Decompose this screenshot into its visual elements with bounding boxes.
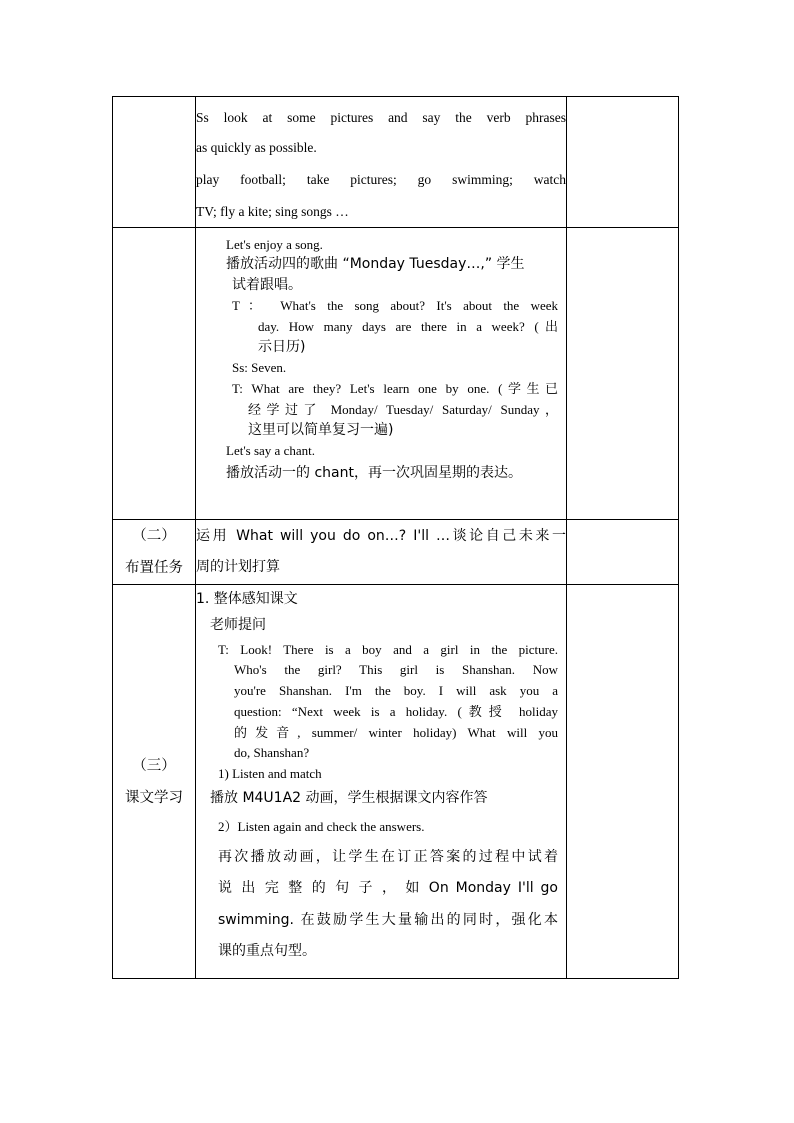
table-row: [113, 585, 679, 979]
stage-cell: [113, 228, 196, 520]
text-line: Let's enjoy a song.: [226, 237, 323, 252]
activity-cell: [196, 520, 567, 585]
notes-cell: [567, 520, 679, 585]
text-line: 周的计划打算: [196, 559, 280, 575]
text-line: 经学过了 Monday/ Tuesday/ Saturday/ Sunday，: [248, 402, 558, 417]
text-line: T： What's the song about? It's about the week: [232, 298, 558, 313]
text-line: 的发音, summer/ winter holiday) What will you: [234, 725, 558, 740]
table-row: [113, 97, 679, 228]
text-line: TV; fly a kite; sing songs …: [196, 204, 349, 219]
text-line: 播放活动一的 chant，再一次巩固星期的表达。: [226, 465, 522, 481]
notes-cell: [567, 228, 679, 520]
text-line: play football; take pictures; go swimming; watch: [196, 172, 566, 187]
stage-number: （三）: [132, 757, 176, 774]
stage-cell: [113, 97, 196, 228]
table-row: [113, 520, 679, 585]
text-line: 课的重点句型。: [218, 943, 316, 959]
text-line: Ss: Seven.: [232, 360, 287, 375]
text-line: swimming. 在鼓励学生大量输出的同时，强化本: [218, 912, 558, 928]
text-line: 播放活动四的歌曲 “Monday Tuesday…,” 学生: [226, 256, 525, 272]
text-line: 运用 What will you do on…? I'll …谈论自己未来一: [196, 528, 566, 544]
stage-label-cell: [113, 520, 196, 585]
text-line: T: What are they? Let's learn one by one. (学生已: [232, 381, 558, 396]
notes-cell: [567, 97, 679, 228]
lesson-plan-table: [112, 96, 679, 979]
table-row: [113, 228, 679, 520]
text-line: you're Shanshan. I'm the boy. I will ask you a: [234, 683, 558, 698]
text-line: Let's say a chant.: [226, 443, 315, 458]
text-line: Who's the girl? This girl is Shanshan. Now: [234, 662, 558, 677]
activity-cell: [196, 585, 567, 979]
text-line: as quickly as possible.: [196, 140, 317, 155]
text-line: 这里可以简单复习一遍): [248, 422, 394, 438]
text-line: 试着跟唱。: [232, 277, 302, 293]
stage-title: 课文学习: [125, 789, 183, 806]
text-line: 1. 整体感知课文: [196, 591, 298, 607]
text-line: T: Look! There is a boy and a girl in the picture.: [218, 642, 558, 657]
stage-number: （二）: [132, 528, 176, 544]
text-line: 说 出 完 整 的 句 子 ， 如 On Monday I'll go: [218, 880, 558, 896]
text-line: 1) Listen and match: [218, 766, 322, 781]
text-line: question: “Next week is a holiday. (教授 holiday: [234, 704, 558, 719]
text-line: 2）Listen again and check the answers.: [218, 819, 425, 834]
text-line: 老师提问: [210, 617, 266, 633]
text-line: day. How many days are there in a week? (出: [258, 319, 558, 334]
activity-cell: [196, 228, 567, 520]
stage-label-cell: [113, 585, 196, 979]
text-line: 示日历): [258, 339, 306, 355]
stage-title: 布置任务: [125, 560, 183, 576]
text-line: do, Shanshan?: [234, 745, 310, 760]
notes-cell: [567, 585, 679, 979]
text-line: Ss look at some pictures and say the verb phrases: [196, 110, 566, 125]
activity-cell: [196, 97, 567, 228]
text-line: 再次播放动画，让学生在订正答案的过程中试着: [218, 849, 558, 865]
text-line: 播放 M4U1A2 动画，学生根据课文内容作答: [210, 790, 488, 806]
